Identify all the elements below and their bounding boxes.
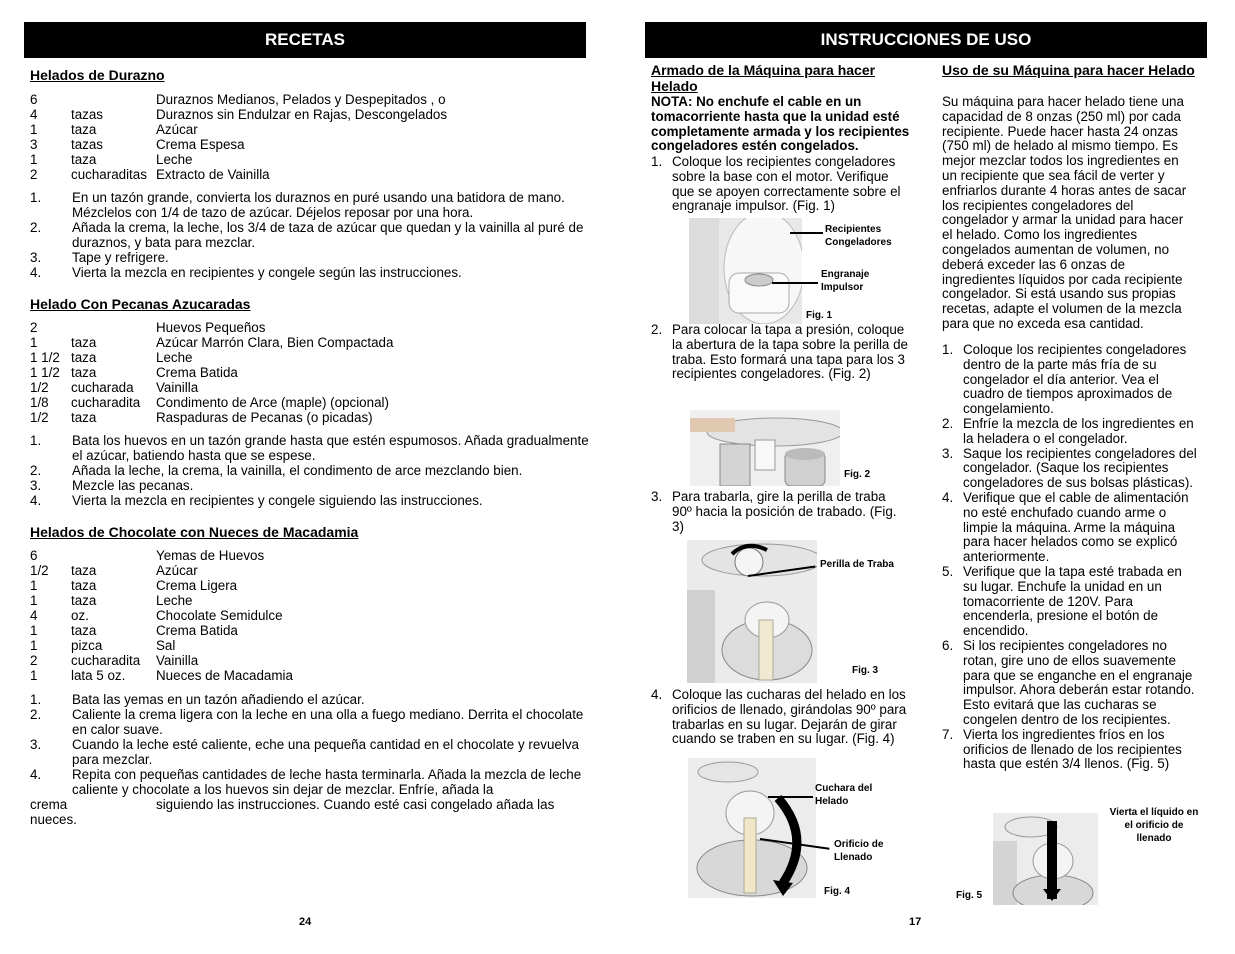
- lock-knob-image: [687, 540, 817, 683]
- step-number: 1.: [942, 342, 954, 357]
- ingredient-quantity: 1: [30, 593, 38, 608]
- step-text: Si los recipientes congeladores no rotan, gire uno de ellos suavemente para que se enganche en el engranaje impulsor. Ahora deberán estar rotando. Esto evitará que las cucharas se congelen dentro de los recipientes.: [963, 637, 1195, 727]
- ingredient-name: Vainilla: [156, 380, 199, 395]
- step-text: Para trabarla, gire la perilla de traba 90º hacia la posición de trabado. (Fig. 3): [672, 489, 897, 534]
- recetas-banner: RECETAS: [24, 22, 586, 58]
- step-text: Verifique que el cable de alimentación no esté enchufado cuando arme o limpie la máquina. Arme la máquina para hacer helados como se explicó anteriormente.: [963, 489, 1189, 565]
- ingredient-name: Azúcar Marrón Clara, Bien Compactada: [156, 335, 394, 350]
- recipe-step: [30, 250, 590, 265]
- ingredient-name: Huevos Pequeños: [156, 320, 266, 335]
- ingredient-unit: taza: [71, 152, 97, 167]
- instrucciones-banner: INSTRUCCIONES DE USO: [645, 22, 1207, 58]
- step-text: Saque los recipientes congeladores del congelador. (Saque los recipientes congeladores de sus bolsas plásticas).: [963, 445, 1197, 491]
- uso-heading: Uso de su Máquina para hacer Helado: [942, 62, 1195, 78]
- fig4-arrow-1: [768, 796, 813, 798]
- step-text: Cuando la leche esté caliente, eche una pequeña cantidad en el chocolate y revuelva para mezclar.: [72, 737, 579, 767]
- ingredient-unit: cucharaditas: [71, 167, 147, 182]
- uso-title: [942, 62, 1197, 78]
- recipe-2-steps: [30, 433, 590, 508]
- continuation-word: crema: [30, 797, 68, 812]
- ingredient-quantity: 1: [30, 638, 38, 653]
- ingredient-unit: taza: [71, 335, 97, 350]
- recipe-step: [30, 692, 590, 707]
- ingredient-quantity: 1: [30, 668, 38, 683]
- uso-step: [942, 639, 1197, 728]
- ingredient-name: Leche: [156, 350, 193, 365]
- ingredient-unit: tazas: [71, 107, 104, 122]
- fig1-caption: Fig. 1: [806, 310, 833, 321]
- ingredient-quantity: 1: [30, 623, 38, 638]
- figure-1: [689, 218, 802, 324]
- step-number: 5.: [942, 563, 954, 579]
- step-number: 2.: [30, 220, 42, 235]
- uso-step: [942, 343, 1197, 417]
- ingredient-quantity: 6: [30, 548, 38, 563]
- fig1-label-engranaje: Engranaje Impulsor: [821, 269, 870, 293]
- ingredient-unit: cucharada: [71, 380, 134, 395]
- ingredient-quantity: 6: [30, 92, 38, 107]
- fig4-label-cuchara: Cuchara del Helado: [815, 783, 873, 807]
- step-text: Vierta la mezcla en recipientes y congele según las instrucciones.: [72, 265, 462, 280]
- step-text: En un tazón grande, convierta los duraznos en puré usando una batidora de mano. Mézclelos con 1/4 de tazo de azúcar. Déjelos reposar por una hora.: [72, 190, 565, 220]
- armado-step-3: [651, 490, 909, 534]
- ingredient-unit: taza: [71, 350, 97, 365]
- ingredient-unit: taza: [71, 365, 97, 380]
- ingredient-name: Duraznos Medianos, Pelados y Despepitados , o: [156, 92, 446, 107]
- ingredient-quantity: 1 1/2: [30, 365, 60, 380]
- ice-cream-base-image: [689, 218, 802, 324]
- recipe-3-continuation: [30, 797, 590, 827]
- step-number: 4.: [30, 265, 42, 280]
- step-number: 4.: [651, 687, 663, 702]
- fig4-label-orificio: Orificio de Llenado: [834, 839, 884, 863]
- ingredient-quantity: 1: [30, 122, 38, 137]
- step-number: 3.: [30, 478, 42, 493]
- ingredient-unit: cucharadita: [71, 653, 141, 668]
- figure-2: [690, 410, 840, 486]
- ingredient-name: Azúcar: [156, 563, 198, 578]
- ingredient-quantity: 1/2: [30, 380, 49, 395]
- note-label: NOTA: [651, 94, 688, 109]
- note-text: No enchufe el cable en un tomacorriente hasta que la unidad esté completamente armada y los recipientes congeladores estén congelados: [651, 94, 910, 154]
- step-text: Añada la leche, la crema, la vainilla, el condimento de arce mezclando bien.: [72, 463, 523, 478]
- step-number: 2.: [942, 415, 954, 431]
- page-number-left: 24: [299, 916, 312, 928]
- ingredient-quantity: 3: [30, 137, 38, 152]
- recipe-step: [30, 265, 590, 280]
- recipe-3-title: Helados de Chocolate con Nueces de Macadamia: [30, 524, 359, 540]
- ingredient-unit: taza: [71, 122, 97, 137]
- pour-liquid-image: [993, 813, 1098, 905]
- step-number: 6.: [942, 637, 954, 653]
- step-number: 3.: [30, 737, 42, 752]
- ingredient-unit: cucharadita: [71, 395, 141, 410]
- step-number: 3.: [30, 250, 42, 265]
- ingredient-unit: tazas: [71, 137, 104, 152]
- figure-4: [688, 758, 816, 898]
- fig5-label-vierta: Vierta el líquido en el orificio de llenado: [1109, 807, 1199, 844]
- step-number: 2.: [651, 322, 663, 337]
- ingredient-quantity: 4: [30, 608, 38, 623]
- uso-step: [942, 447, 1197, 491]
- ingredient-name: Vainilla: [156, 653, 199, 668]
- recipe-step: [30, 737, 590, 767]
- ingredient-name: Extracto de Vainilla: [156, 167, 270, 182]
- continuation-end: nueces.: [30, 812, 77, 827]
- ingredient-unit: taza: [71, 593, 97, 608]
- armado-step-2: [651, 323, 909, 382]
- ingredient-name: Yemas de Huevos: [156, 548, 265, 563]
- ingredient-quantity: 1: [30, 335, 38, 350]
- ingredient-name: Leche: [156, 152, 193, 167]
- uso-step: [942, 417, 1197, 447]
- recipe-step: [30, 478, 590, 493]
- step-number: 1.: [30, 190, 42, 205]
- figure-3: [687, 540, 817, 683]
- recipe-3-steps: [30, 692, 590, 797]
- step-number: 3.: [651, 489, 663, 504]
- recipe-step: [30, 220, 590, 250]
- step-number: 1.: [651, 154, 663, 169]
- ingredient-quantity: 1/8: [30, 395, 49, 410]
- step-number: 2.: [30, 463, 42, 478]
- armado-heading: Armado de la Máquina para hacer Helado: [651, 62, 876, 94]
- spoon-install-image: [688, 758, 816, 898]
- uso-intro: Su máquina para hacer helado tiene una capacidad de 8 onzas (250 ml) por cada recipiente. Puede hacer hasta 24 onzas (750 ml) de helado al mismo tiempo. Es mejor mezclar todos los ingredientes en un recipiente que sea fácil de verter y enfriarlos durante 4 horas antes de sacar los recipientes congeladores del congelador y armar la unidad para hacer el helado. Como los ingredientes congelados aumentan de volumen, no deberá exceder las 6 onzas de ingredientes líquidos por cada recipiente congelador. Si está usando sus propias recetas, adapte el volumen de la mezcla para que no exceda esa cantidad.: [942, 94, 1187, 331]
- ingredient-quantity: 1: [30, 152, 38, 167]
- step-number: 1.: [30, 692, 42, 707]
- recipe-1-title: Helados de Durazno: [30, 67, 165, 83]
- recipe-2-title: Helado Con Pecanas Azucaradas: [30, 296, 251, 312]
- figure-5: [993, 813, 1098, 905]
- ingredient-name: Sal: [156, 638, 176, 653]
- ingredient-unit: pizca: [71, 638, 103, 653]
- uso-steps: [942, 343, 1197, 772]
- ingredient-quantity: 1/2: [30, 563, 49, 578]
- uso-step: [942, 565, 1197, 639]
- ingredient-name: Azúcar: [156, 122, 198, 137]
- step-number: 4.: [30, 767, 42, 782]
- step-text: Vierta la mezcla en recipientes y congele siguiendo las instrucciones.: [72, 493, 483, 508]
- step-text: Para colocar la tapa a presión, coloque la abertura de la tapa sobre la perilla de traba. Esto formará una tapa para los 3 recipientes congeladores. (Fig. 2): [672, 322, 908, 382]
- step-number: 4.: [942, 489, 954, 505]
- recipe-step: [30, 493, 590, 508]
- step-number: 7.: [942, 726, 954, 742]
- fig5-caption: Fig. 5: [956, 890, 983, 901]
- ingredient-quantity: 2: [30, 653, 38, 668]
- ingredient-name: Duraznos sin Endulzar en Rajas, Descongelados: [156, 107, 448, 122]
- ingredient-quantity: 4: [30, 107, 38, 122]
- ingredient-quantity: 1/2: [30, 410, 49, 425]
- ingredient-unit: lata 5 oz.: [71, 668, 126, 683]
- continuation-text: siguiendo las instrucciones. Cuando esté casi congelado añada las: [156, 797, 555, 812]
- fig1-label-recipientes: Recipientes Congeladores: [825, 224, 892, 248]
- step-text: Vierta los ingredientes fríos en los orificios de llenado de los recipientes hasta que estén 3/4 llenos. (Fig. 5): [963, 726, 1182, 772]
- note-block: NOTA: No enchufe el cable en un tomacorriente hasta que la unidad esté completamente armada y los recipientes congeladores estén congelados.: [651, 94, 910, 154]
- armado-title: [651, 62, 911, 94]
- step-text: Verifique que la tapa esté trabada en su lugar. Enchufe la unidad en un tomacorriente de 120V. Para encenderla, presione el botón de encendido.: [963, 563, 1182, 639]
- ingredient-unit: taza: [71, 623, 97, 638]
- lid-assembly-image: [690, 410, 840, 486]
- ingredient-name: Crema Batida: [156, 623, 238, 638]
- ingredient-name: Raspaduras de Pecanas (o picadas): [156, 410, 373, 425]
- step-text: Coloque las cucharas del helado en los orificios de llenado, girándolas 90º para trabarlas en su lugar. Dejarán de girar cuando se traben en su lugar. (Fig. 4): [672, 687, 907, 747]
- ingredient-quantity: 1 1/2: [30, 350, 60, 365]
- ingredient-name: Chocolate Semidulce: [156, 608, 283, 623]
- ingredient-quantity: 1: [30, 578, 38, 593]
- ingredient-unit: taza: [71, 563, 97, 578]
- fig3-label-perilla: Perilla de Traba: [820, 559, 894, 570]
- step-text: Tape y refrigere.: [72, 250, 169, 265]
- step-number: 4.: [30, 493, 42, 508]
- recipe-1-steps: [30, 190, 590, 280]
- recipe-step: [30, 707, 590, 737]
- ingredient-name: Nueces de Macadamia: [156, 668, 293, 683]
- ingredient-unit: taza: [71, 578, 97, 593]
- step-text: Enfríe la mezcla de los ingredientes en la heladera o el congelador.: [963, 415, 1194, 446]
- ingredient-name: Crema Espesa: [156, 137, 245, 152]
- recipe-step: [30, 433, 590, 463]
- ingredient-name: Condimento de Arce (maple) (opcional): [156, 395, 389, 410]
- step-text: Coloque los recipientes congeladores sobre la base con el motor. Verifique que se apoyen correctamente sobre el engranaje impulsor. (Fig. 1): [672, 154, 901, 214]
- uso-step: [942, 728, 1197, 772]
- ingredient-unit: taza: [71, 410, 97, 425]
- step-text: Bata los huevos en un tazón grande hasta que estén espumosos. Añada gradualmente el azúcar, batiendo hasta que se espese.: [72, 433, 589, 463]
- fig1-arrow-1: [790, 232, 823, 234]
- step-text: Bata las yemas en un tazón añadiendo el azúcar.: [72, 692, 365, 707]
- ingredient-name: Crema Ligera: [156, 578, 238, 593]
- ingredient-quantity: 2: [30, 320, 38, 335]
- recipe-step: [30, 463, 590, 478]
- fig3-caption: Fig. 3: [852, 665, 879, 676]
- step-text: Repita con pequeñas cantidades de leche hasta terminarla. Añada la mezcla de leche caliente y chocolate a los huevos sin dejar de mezclar. Enfríe, añada la: [72, 767, 582, 797]
- fig2-caption: Fig. 2: [844, 469, 871, 480]
- step-number: 1.: [30, 433, 42, 448]
- armado-step-1: [651, 155, 909, 214]
- fig1-arrow-2: [772, 282, 818, 284]
- fig4-caption: Fig. 4: [824, 886, 851, 897]
- ingredient-unit: oz.: [71, 608, 89, 623]
- step-number: 2.: [30, 707, 42, 722]
- armado-step-4: [651, 688, 919, 747]
- step-text: Coloque los recipientes congeladores dentro de la parte más fría de su congelador el día anterior. Vea el cuadro de tiempos aproximados de congelamiento.: [963, 342, 1187, 417]
- ingredient-name: Crema Batida: [156, 365, 238, 380]
- step-text: Mezcle las pecanas.: [72, 478, 194, 493]
- ingredient-quantity: 2: [30, 167, 38, 182]
- step-text: Caliente la crema ligera con la leche en una olla a fuego mediano. Derrita el chocolate en calor suave.: [72, 707, 584, 737]
- step-number: 3.: [942, 445, 954, 461]
- recipe-step: [30, 767, 590, 797]
- ingredient-name: Leche: [156, 593, 193, 608]
- step-text: Añada la crema, la leche, los 3/4 de taza de azúcar que quedan y la vainilla al puré de duraznos, y bata para mezclar.: [72, 220, 584, 250]
- recipe-step: [30, 190, 590, 220]
- page-number-right: 17: [909, 916, 922, 928]
- uso-step: [942, 491, 1197, 565]
